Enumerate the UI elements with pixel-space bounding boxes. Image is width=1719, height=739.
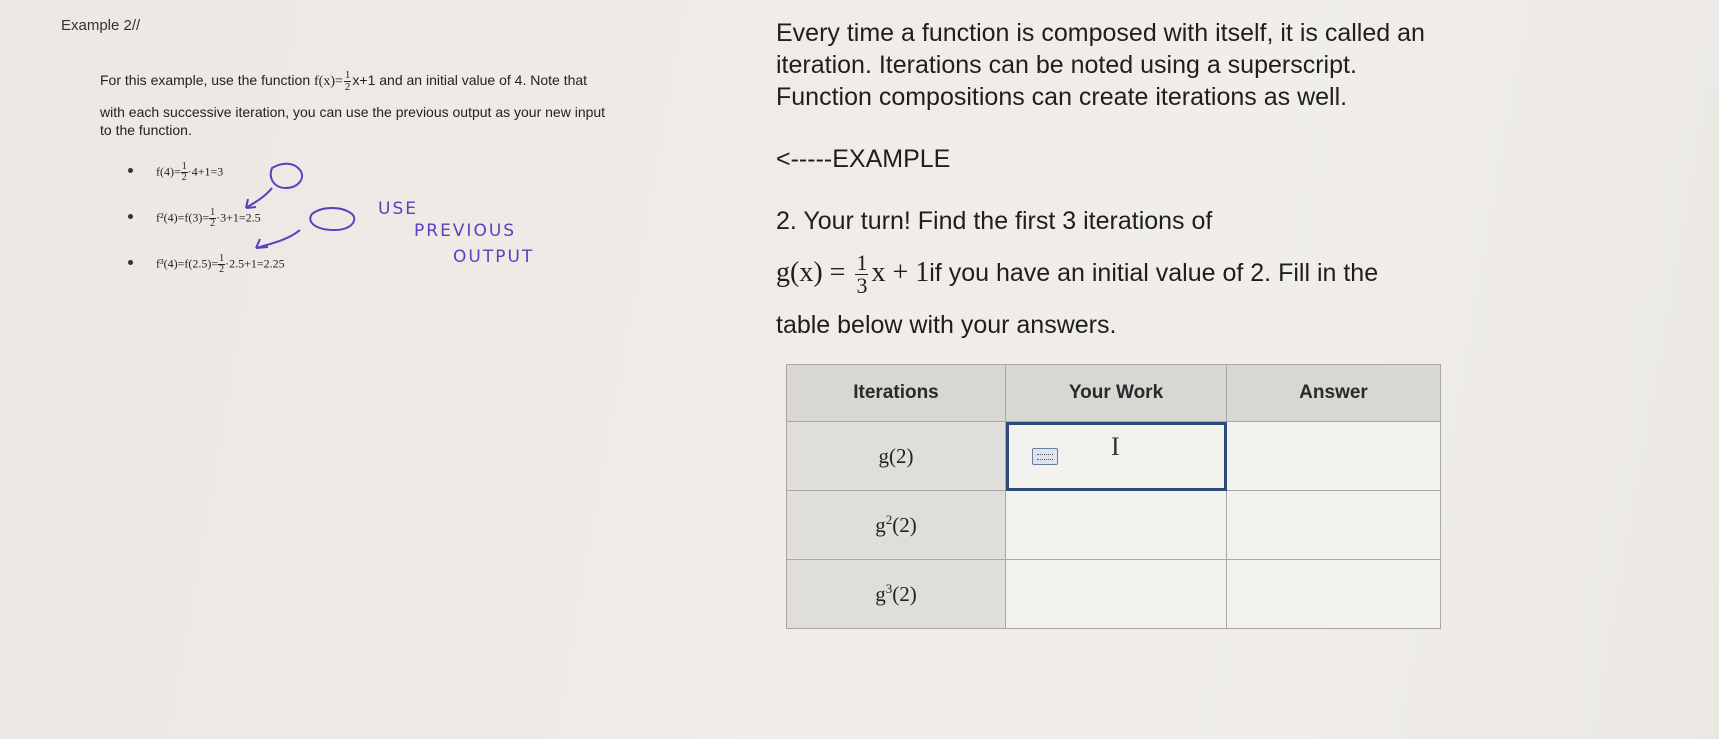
handwriting-output: OUTPUT	[453, 247, 535, 267]
table-header-row	[787, 365, 1441, 422]
iterations-table	[786, 364, 1441, 629]
your-turn-prompt: 2. Your turn! Find the first 3 iterations of	[776, 207, 1213, 235]
handwriting-use: USE	[378, 199, 418, 219]
explanation-line-1: Every time a function is composed with itself, it is called an	[776, 19, 1425, 47]
expr-post: ·2.5+1=2.25	[225, 256, 285, 271]
work-cell-3[interactable]	[1006, 560, 1227, 629]
fraction-denominator: 2	[210, 218, 216, 229]
your-turn-rest: if you have an initial value of 2. Fill in the	[929, 259, 1379, 288]
expr-pre: f³(4)=f(2.5)=	[156, 256, 219, 271]
g-tail: x + 1	[871, 257, 930, 289]
expr-post: ·3+1=2.5	[216, 210, 261, 225]
handwriting-previous: PREVIOUS	[414, 221, 517, 241]
iter-arg: (2)	[892, 513, 917, 537]
explanation-line-2: iteration. Iterations can be noted using a superscript.	[776, 51, 1357, 79]
example-title: Example 2//	[61, 17, 141, 34]
fraction-denominator: 2	[344, 81, 351, 93]
fraction-numerator: 1	[344, 69, 351, 81]
iteration-label	[787, 560, 1006, 629]
fraction-denominator: 2	[181, 172, 187, 183]
circle-output-2	[310, 208, 354, 230]
iter-arg: (2)	[892, 582, 917, 606]
iteration-label	[787, 422, 1006, 491]
table-row	[787, 560, 1441, 629]
arrow-2-icon	[256, 230, 300, 248]
intro-line-3: to the function.	[100, 122, 192, 138]
iter-base: g	[875, 513, 886, 537]
work-cell-1[interactable]	[1006, 422, 1227, 491]
fraction-denominator: 3	[856, 273, 868, 298]
fraction-denominator: 2	[219, 264, 225, 275]
g-of-x: g(x) =	[776, 257, 853, 289]
intro-line-2: with each successive iteration, you can use the previous output as your new input	[100, 104, 606, 120]
iter-sup: 3	[885, 581, 893, 596]
answer-cell-3[interactable]	[1227, 560, 1441, 629]
arrow-1-icon	[246, 188, 272, 208]
iteration-label	[787, 491, 1006, 560]
example-pointer: <-----EXAMPLE	[776, 145, 951, 173]
explanation-line-3: Function compositions can create iterations as well.	[776, 83, 1348, 111]
table-row	[787, 422, 1441, 491]
expr-pre: f²(4)=f(3)=	[156, 210, 210, 225]
fraction-numerator: 1	[181, 161, 187, 172]
your-turn-instructions: table below with your answers.	[776, 311, 1117, 339]
fraction-numerator: 1	[856, 250, 868, 275]
table-row	[787, 491, 1441, 560]
iter-base: g	[875, 582, 886, 606]
iteration-explanation	[776, 17, 1496, 113]
text-cursor-icon: I	[1111, 432, 1120, 461]
header-iterations: Iterations	[787, 365, 1006, 422]
circle-output-1	[271, 164, 302, 188]
iter-base: g	[878, 444, 889, 468]
iter-sup: 2	[885, 512, 893, 527]
intro-rest: x+1 and an initial value of 4. Note that	[352, 72, 588, 89]
your-turn-function	[776, 252, 1378, 297]
header-answer: Answer	[1227, 365, 1441, 422]
keyboard-icon[interactable]	[1032, 448, 1058, 465]
work-cell-2[interactable]	[1006, 491, 1227, 560]
answer-cell-2[interactable]	[1227, 491, 1441, 560]
intro-text: For this example, use the function	[100, 72, 314, 89]
answer-cell-1[interactable]	[1227, 422, 1441, 491]
iter-arg: (2)	[889, 444, 914, 468]
expr-post: ·4+1=3	[187, 164, 224, 179]
fraction-numerator: 1	[219, 253, 225, 264]
header-your-work: Your Work	[1006, 365, 1227, 422]
intro-function: f(x)=	[314, 74, 343, 90]
fraction-numerator: 1	[210, 207, 216, 218]
expr-pre: f(4)=	[156, 164, 181, 179]
